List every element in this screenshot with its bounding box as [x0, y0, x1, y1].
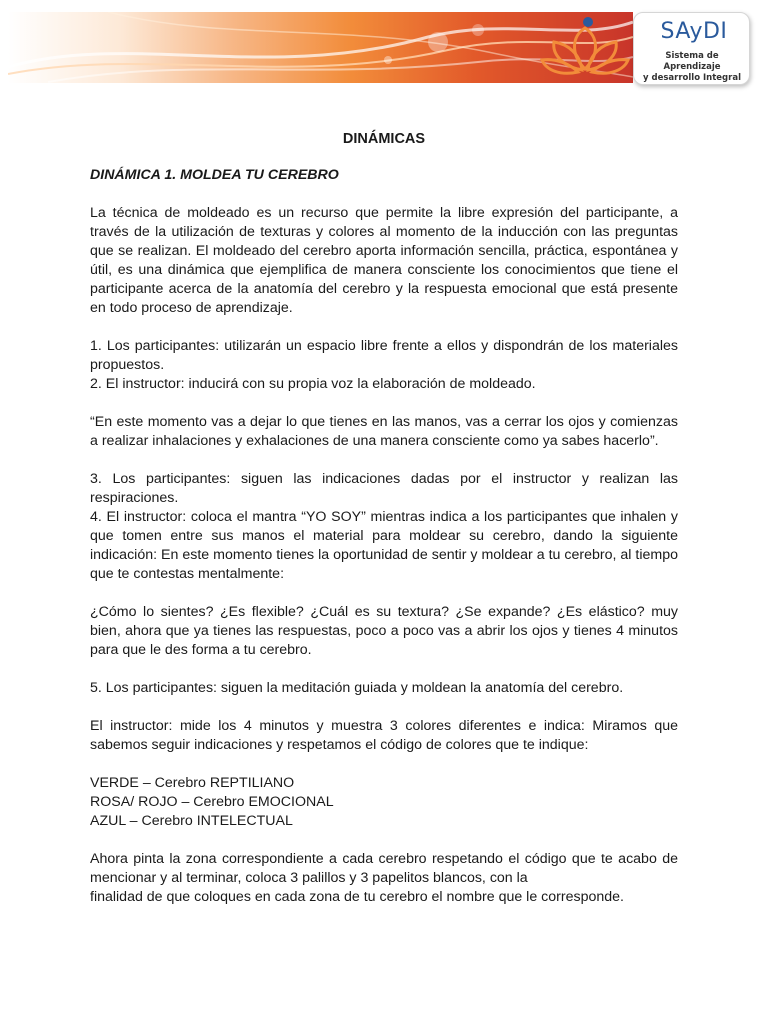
logo-tagline	[638, 51, 746, 84]
intro-paragraph: La técnica de moldeado es un recurso que permite la libre expresión del participante, a través de la utilización de texturas y colores al momento de la inducción con las preguntas que se realizan. El moldeado del cerebro aporta información sencilla, práctica, espontánea y útil, es una dinámica que ejemplifica de manera consciente los conocimientos que tiene el participante acerca de la anatomía del cerebro y la respuesta emocional que está presente en todo proceso de aprendizaje.	[90, 205, 678, 316]
step-2: 2. El instructor: inducirá con su propia voz la elaboración de moldeado.	[90, 376, 536, 392]
step-3: 3. Los participantes: siguen las indicaciones dadas por el instructor y realizan las respiraciones.	[90, 471, 678, 506]
color-code-blue: AZUL – Cerebro INTELECTUAL	[90, 813, 293, 829]
logo-name: SAyDI	[660, 19, 728, 44]
step-1: 1. Los participantes: utilizarán un espacio libre frente a ellos y dispondrán de los materiales propuestos.	[90, 338, 678, 373]
document-title: DINÁMICAS	[342, 131, 426, 147]
quote-paragraph: “En este momento vas a dejar lo que tienes en las manos, vas a cerrar los ojos y comienzas a realizar inhalaciones y exhalaciones de una manera consciente como ya sabes hacerlo”.	[90, 414, 678, 449]
closing-paragraph-line-2: finalidad de que coloques en cada zona de tu cerebro el nombre que le corresponde.	[90, 889, 624, 905]
logo-tagline-line-1: Sistema de Aprendizaje	[663, 51, 721, 72]
logo-tagline-line-2: y desarrollo Integral	[643, 73, 741, 83]
step-4: 4. El instructor: coloca el mantra “YO SOY” mientras indica a los participantes que inhalen y que tomen entre sus manos el material para moldear su cerebro, dando la siguiente indicación: En este momento tienes la oportunidad de sentir y moldear a tu cerebro, al tiempo que te contestas mentalmente:	[90, 509, 678, 582]
lotus-logo-icon	[540, 14, 630, 80]
instructor-colors-paragraph: El instructor: mide los 4 minutos y muestra 3 colores diferentes e indica: Miramos que sabemos seguir indicaciones y respetamos el código de colores que te indique:	[90, 718, 678, 753]
document-body	[90, 130, 678, 907]
closing-paragraph-line-1: Ahora pinta la zona correspondiente a cada cerebro respetando el código que te acabo de mencionar y al terminar, coloca 3 palillos y 3 papelitos blancos, con la	[90, 851, 678, 886]
color-code-red: ROSA/ ROJO – Cerebro EMOCIONAL	[90, 794, 334, 810]
color-code-green: VERDE – Cerebro REPTILIANO	[90, 775, 295, 791]
saydi-logo	[633, 12, 750, 85]
step-5: 5. Los participantes: siguen la meditación guiada y moldean la anatomía del cerebro.	[90, 680, 624, 696]
questions-paragraph: ¿Cómo lo sientes? ¿Es flexible? ¿Cuál es su textura? ¿Se expande? ¿Es elástico? muy bien, ahora que ya tienes las respuestas, poco a poco vas a abrir los ojos y tienes 4 minutos para que le des forma a tu cerebro.	[90, 604, 678, 658]
section-title: DINÁMICA 1. MOLDEA TU CEREBRO	[90, 167, 339, 183]
